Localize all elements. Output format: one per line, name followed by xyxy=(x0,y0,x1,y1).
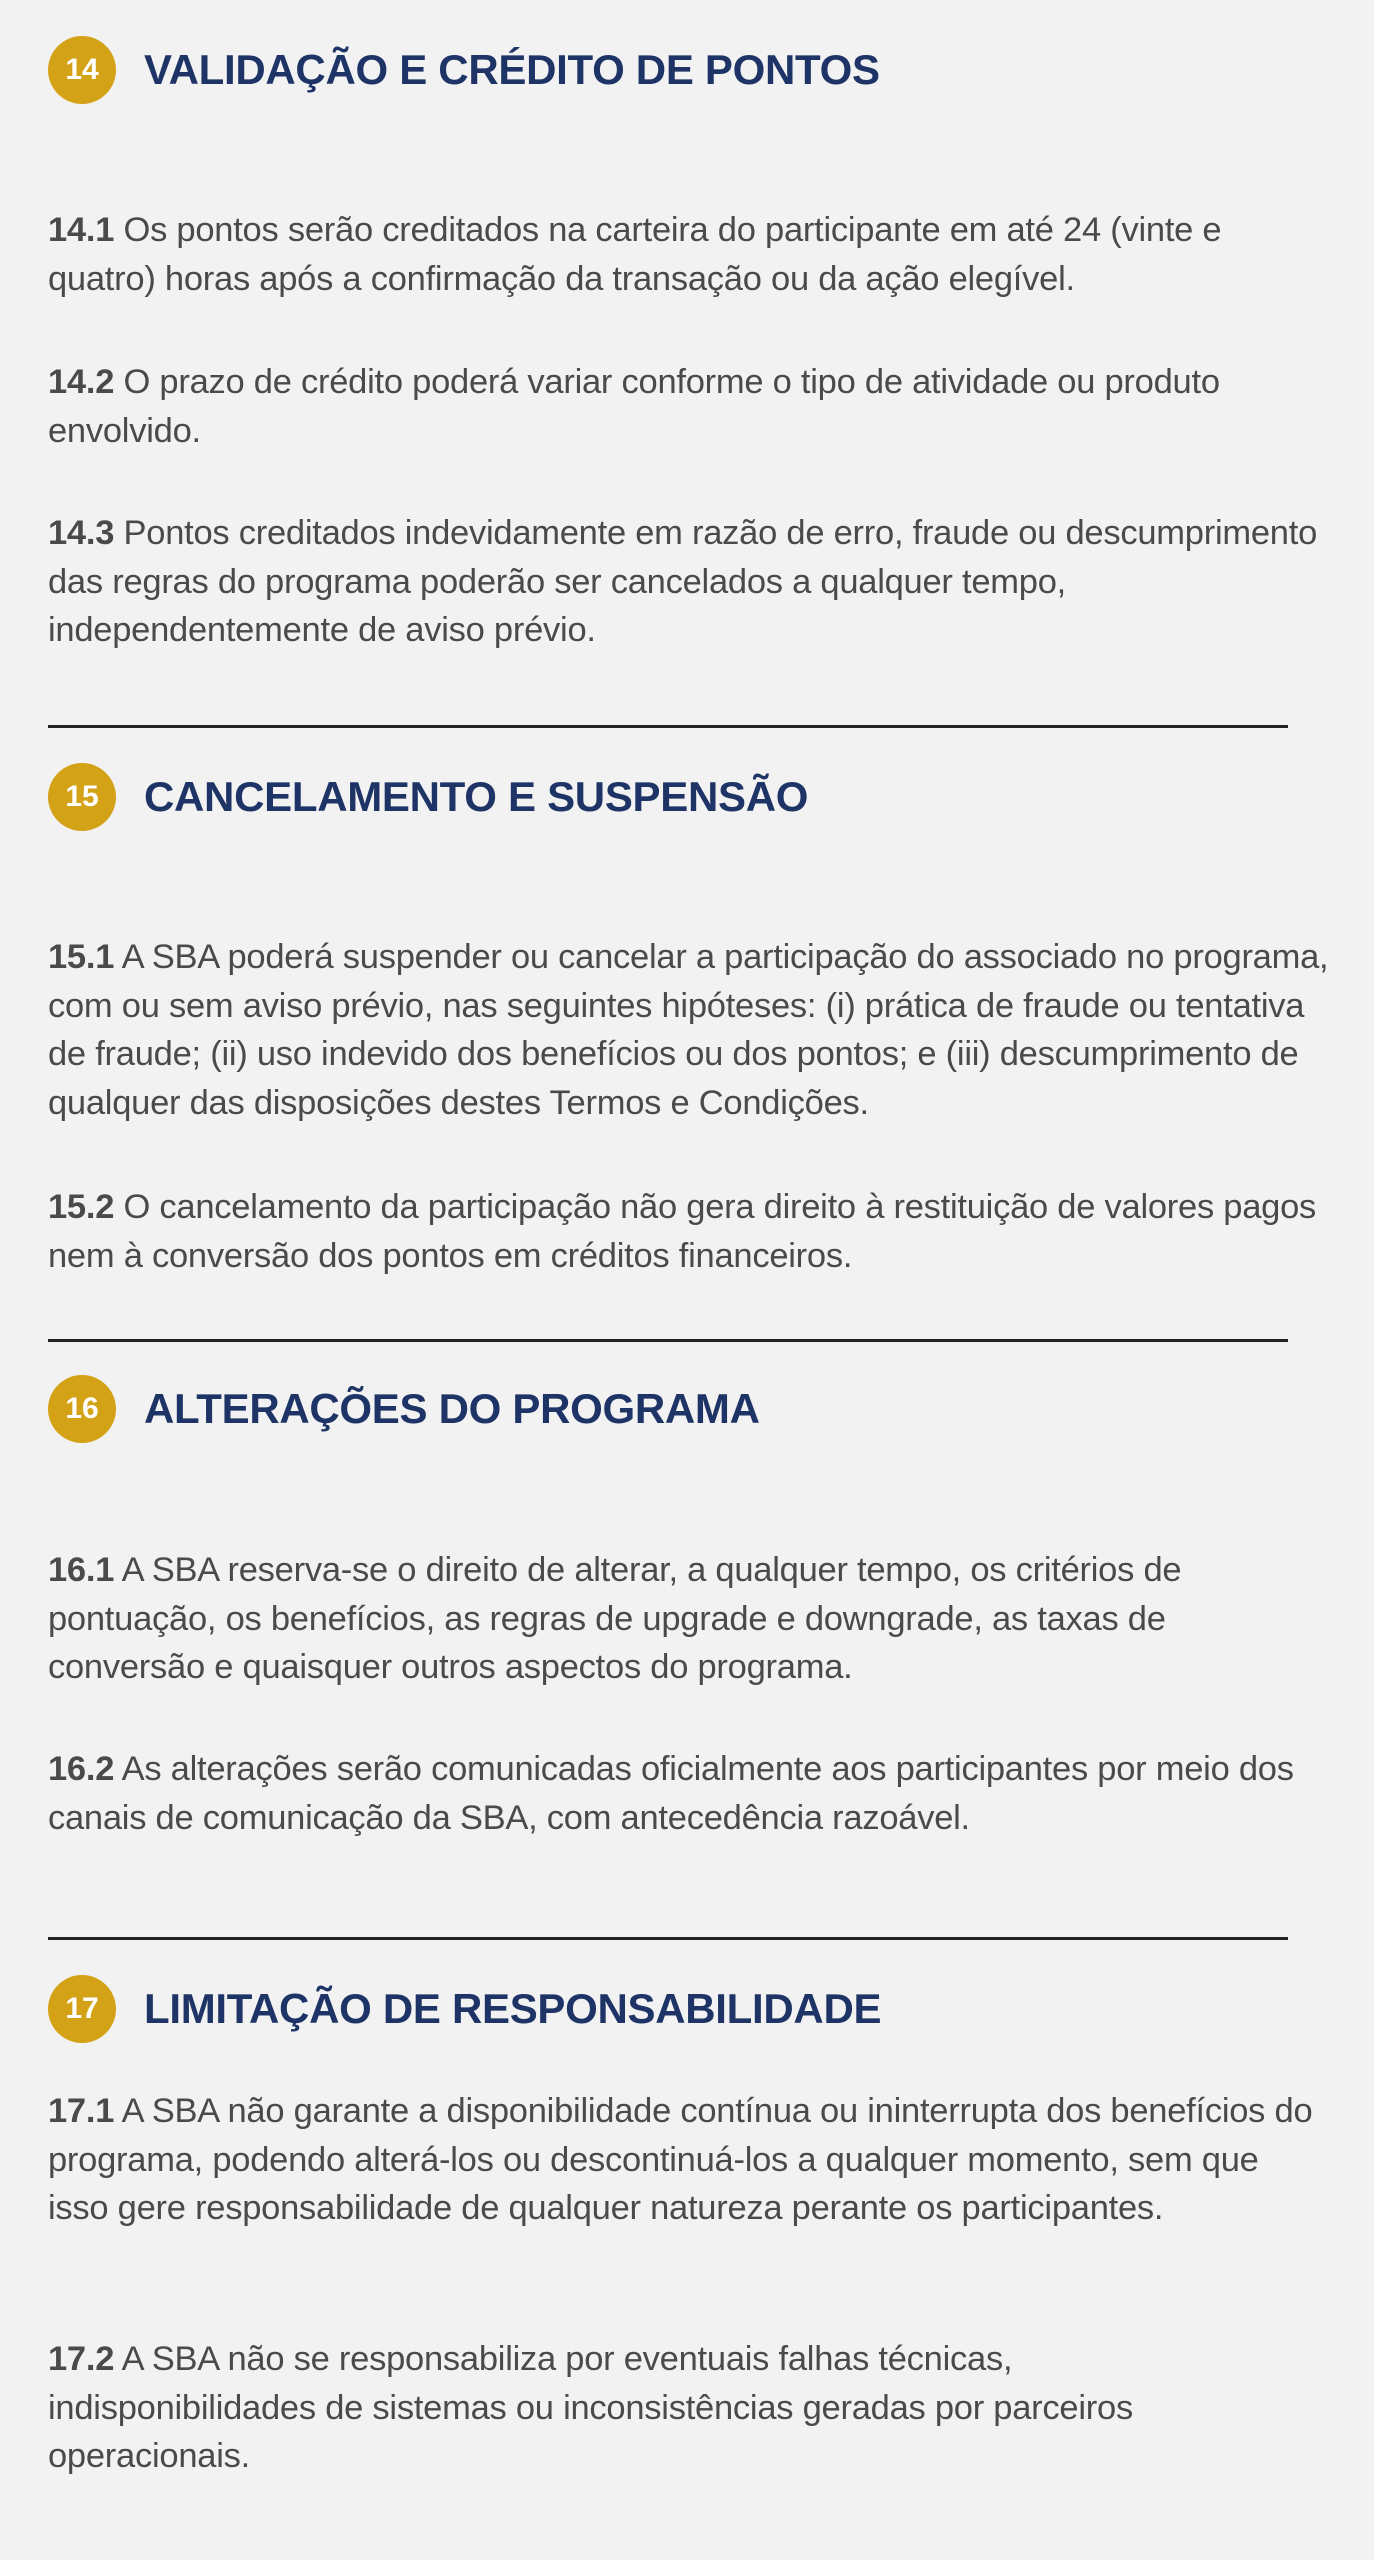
section-number-badge: 17 xyxy=(48,1975,116,2043)
clause-number: 17.2 xyxy=(48,2340,115,2378)
section-title: VALIDAÇÃO E CRÉDITO DE PONTOS xyxy=(144,46,880,93)
clause-number: 16.1 xyxy=(48,1551,115,1589)
clause-number: 17.1 xyxy=(48,2092,115,2130)
clause-text: A SBA não se responsabiliza por eventuais falhas técnicas, indisponibilidades de sistemas ou inconsistências geradas por parceiros operacionais. xyxy=(48,2340,1133,2475)
section-title: ALTERAÇÕES DO PROGRAMA xyxy=(144,1385,760,1432)
section-17-header xyxy=(48,1975,881,2043)
clause-text: A SBA poderá suspender ou cancelar a participação do associado no programa, com ou sem aviso prévio, nas seguintes hipóteses: (i) prática de fraude ou tentativa de fraude; (ii) uso indevido dos benefícios ou dos pontos; e (iii) descumprimento de qualquer das disposições destes Termos e Condições. xyxy=(48,938,1329,1122)
clause-17-1 xyxy=(48,2087,1318,2233)
section-number-badge: 16 xyxy=(48,1375,116,1443)
clause-number: 15.2 xyxy=(48,1188,115,1226)
clause-text: A SBA não garante a disponibilidade contínua ou ininterrupta dos benefícios do programa, podendo alterá-los ou descontinuá-los a qualquer momento, sem que isso gere responsabilidade de qualquer natureza perante os participantes. xyxy=(48,2092,1313,2227)
clause-text: O cancelamento da participação não gera direito à restituição de valores pagos nem à conversão dos pontos em créditos financeiros. xyxy=(48,1188,1317,1275)
clause-15-1 xyxy=(48,933,1348,1127)
clause-number: 15.1 xyxy=(48,938,115,976)
clause-16-2 xyxy=(48,1745,1374,1842)
section-divider xyxy=(48,725,1288,728)
clause-number: 14.2 xyxy=(48,363,115,401)
clause-14-3 xyxy=(48,509,1374,655)
clause-number: 14.1 xyxy=(48,211,115,249)
section-14-header xyxy=(48,36,880,104)
clause-number: 16.2 xyxy=(48,1750,115,1788)
clause-16-1 xyxy=(48,1546,1318,1692)
section-15-header xyxy=(48,763,808,831)
clause-text: As alterações serão comunicadas oficialmente aos participantes por meio dos canais de comunicação da SBA, com antecedência razoável. xyxy=(48,1750,1294,1837)
clause-text: Pontos creditados indevidamente em razão de erro, fraude ou descumprimento das regras do programa poderão ser cancelados a qualquer tempo, independentemente de aviso prévio. xyxy=(48,514,1318,649)
section-title: LIMITAÇÃO DE RESPONSABILIDADE xyxy=(144,1985,882,2032)
section-number-badge: 14 xyxy=(48,36,116,104)
section-16-header xyxy=(48,1375,760,1443)
clause-14-2 xyxy=(48,358,1338,455)
clause-number: 14.3 xyxy=(48,514,115,552)
section-divider xyxy=(48,1339,1288,1342)
section-title: CANCELAMENTO E SUSPENSÃO xyxy=(144,773,809,820)
clause-text: O prazo de crédito poderá variar conforme o tipo de atividade ou produto envolvido. xyxy=(48,363,1220,450)
clause-text: Os pontos serão creditados na carteira do participante em até 24 (vinte e quatro) horas após a confirmação da transação ou da ação elegível. xyxy=(48,211,1222,298)
clause-text: A SBA reserva-se o direito de alterar, a qualquer tempo, os critérios de pontuação, os benefícios, as regras de upgrade e downgrade, as taxas de conversão e quaisquer outros aspectos do programa. xyxy=(48,1551,1182,1686)
section-number-badge: 15 xyxy=(48,763,116,831)
section-divider xyxy=(48,1937,1288,1940)
clause-17-2 xyxy=(48,2335,1248,2481)
clause-15-2 xyxy=(48,1183,1374,1280)
clause-14-1 xyxy=(48,206,1338,303)
